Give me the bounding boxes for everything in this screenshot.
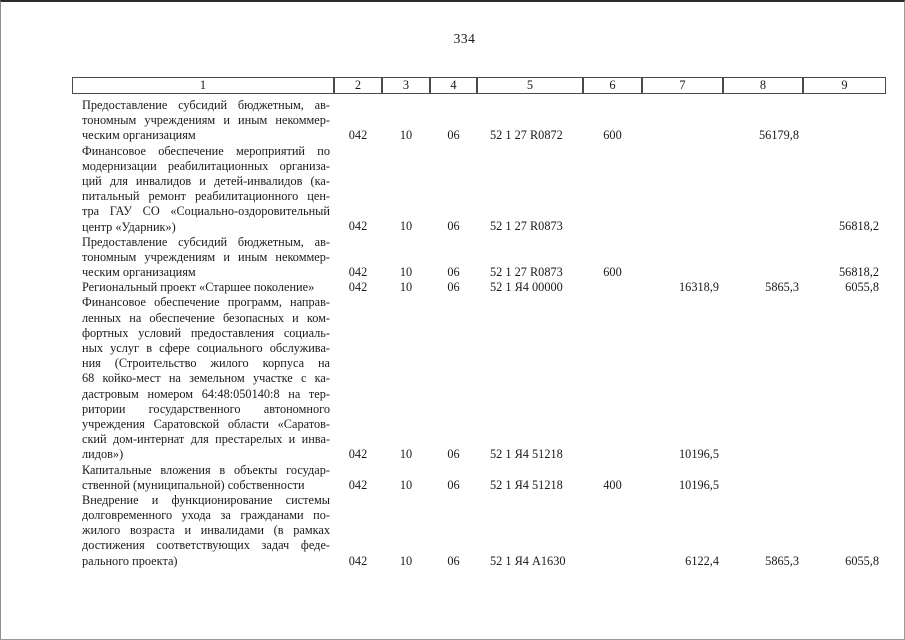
cell-amount-col9 — [803, 295, 886, 462]
cell-section-code: 10 — [399, 280, 413, 295]
cell-expense-type: 600 — [603, 265, 622, 280]
cell-amount-col7 — [642, 94, 723, 144]
cell-grbs-code: 042 — [348, 477, 368, 492]
cell-expense-type — [583, 144, 642, 235]
cell-amount-col8 — [723, 144, 803, 235]
column-header-3: 3 — [382, 77, 430, 94]
cell-expense-type — [583, 280, 642, 295]
column-header-2: 2 — [334, 77, 382, 94]
cell-amount-col9: 6055,8 — [845, 280, 879, 295]
cell-amount-col8 — [723, 463, 803, 493]
row-name-line: Финансовое обеспечение мероприятий по — [82, 143, 330, 158]
cell-grbs-code: 042 — [348, 219, 368, 234]
row-name-line: Региональный проект «Старшее поколение» — [82, 280, 315, 295]
cell-target-article: 52 1 27 R0873 — [490, 265, 563, 280]
cell-section-code: 10 — [399, 447, 413, 462]
cell-subsection-code: 06 — [447, 219, 460, 234]
cell-amount-col9: 56818,2 — [839, 265, 879, 280]
row-name-line: Капитальные вложения в объекты государ- — [82, 462, 330, 477]
cell-amount-col9: 56818,2 — [839, 219, 879, 234]
row-name-line: питальный ремонт реабилитационного цен- — [82, 189, 330, 204]
row-name-cell — [72, 94, 334, 144]
cell-amount-col8: 56179,8 — [759, 128, 799, 143]
cell-expense-type — [583, 295, 642, 462]
cell-amount-col8: 5865,3 — [765, 280, 799, 295]
row-name-cell — [72, 463, 334, 493]
cell-amount-col9 — [803, 94, 886, 144]
column-header-8: 8 — [723, 77, 803, 94]
cell-amount-col7: 10196,5 — [679, 447, 719, 462]
page-number: 334 — [453, 31, 476, 46]
column-header-1: 1 — [72, 77, 334, 94]
cell-target-article: 52 1 Я4 51218 — [490, 477, 563, 492]
budget-table — [72, 77, 886, 569]
cell-target-article: 52 1 Я4 00000 — [490, 280, 563, 295]
row-name-cell — [72, 295, 334, 462]
row-name-line: ский дом-интернат для престарелых и инва- — [82, 432, 330, 447]
table-row — [72, 94, 886, 144]
column-header-4: 4 — [430, 77, 477, 94]
cell-section-code: 10 — [399, 477, 413, 492]
row-name-line: достижения соответствующих задач феде- — [82, 538, 330, 553]
cell-expense-type — [583, 493, 642, 569]
row-name-line: ленных на обеспечение безопасных и ком- — [82, 310, 330, 325]
cell-amount-col7: 16318,9 — [679, 280, 719, 295]
column-header-5: 5 — [477, 77, 583, 94]
cell-amount-col8: 5865,3 — [765, 553, 799, 568]
cell-amount-col8 — [723, 295, 803, 462]
row-name-line: ния (Строительство жилого корпуса на — [82, 356, 330, 371]
cell-grbs-code: 042 — [348, 128, 368, 143]
row-name-line: тономным учреждениям и иным некоммер- — [82, 113, 330, 128]
row-name-line: дастровым номером 64:48:050140:8 на тер- — [82, 386, 330, 401]
row-name-line: ных услуг в сфере социального обслужива- — [82, 341, 330, 356]
row-name-line: лидов») — [82, 447, 124, 462]
row-name-line: тономным учреждениям и иным некоммер- — [82, 249, 330, 264]
row-name-line: центр «Ударник») — [82, 219, 176, 234]
row-name-cell — [72, 493, 334, 569]
row-name-line: Предоставление субсидий бюджетным, ав- — [82, 98, 330, 112]
row-name-line: тра ГАУ СО «Социально-оздоровительный — [82, 204, 330, 219]
cell-subsection-code: 06 — [447, 553, 460, 568]
cell-section-code: 10 — [399, 219, 413, 234]
cell-amount-col7: 6122,4 — [685, 553, 719, 568]
column-header-9: 9 — [803, 77, 886, 94]
column-header-6: 6 — [583, 77, 642, 94]
row-name-line: Финансовое обеспечение программ, направ- — [82, 295, 330, 310]
table-row — [72, 493, 886, 569]
cell-target-article: 52 1 Я4 51218 — [490, 447, 563, 462]
cell-subsection-code: 06 — [447, 265, 460, 280]
cell-grbs-code: 042 — [348, 265, 368, 280]
row-name-line: учреждения Саратовской области «Саратов- — [82, 416, 330, 431]
cell-amount-col8 — [723, 235, 803, 281]
row-name-cell — [72, 144, 334, 235]
row-name-line: долговременного ухода за гражданами по- — [82, 508, 330, 523]
row-name-line: 68 койко-мест на земельном участке с ка- — [82, 371, 330, 386]
cell-amount-col7 — [642, 144, 723, 235]
row-name-line: жилого возраста и инвалидами (в рамках — [82, 523, 330, 538]
cell-section-code: 10 — [399, 265, 413, 280]
row-name-line: Внедрение и функционирование системы — [82, 492, 330, 507]
row-name-line: ственной (муниципальной) собственности — [82, 477, 305, 492]
cell-amount-col9: 6055,8 — [845, 553, 879, 568]
table-row — [72, 280, 886, 295]
row-name-line: Предоставление субсидий бюджетным, ав- — [82, 234, 330, 249]
table-body — [72, 94, 886, 569]
row-name-line: ческим организациям — [82, 265, 196, 280]
cell-subsection-code: 06 — [447, 447, 460, 462]
row-name-line: ритории государственного автономного — [82, 401, 330, 416]
cell-grbs-code: 042 — [348, 553, 368, 568]
cell-expense-type: 400 — [603, 477, 622, 492]
cell-amount-col7: 10196,5 — [679, 477, 719, 492]
row-name-line: модернизации реабилитационных организа- — [82, 158, 330, 173]
column-header-7: 7 — [642, 77, 723, 94]
cell-subsection-code: 06 — [447, 280, 460, 295]
row-name-cell — [72, 280, 334, 295]
table-row — [72, 295, 886, 462]
row-name-line: фортных условий предоставления социаль- — [82, 325, 330, 340]
cell-subsection-code: 06 — [447, 128, 460, 143]
table-row — [72, 235, 886, 281]
row-name-cell — [72, 235, 334, 281]
cell-target-article: 52 1 27 R0873 — [490, 219, 563, 234]
cell-target-article: 52 1 27 R0872 — [490, 128, 563, 143]
table-row — [72, 463, 886, 493]
row-name-line: рального проекта) — [82, 553, 178, 568]
cell-expense-type: 600 — [603, 128, 622, 143]
row-name-line: ческим организациям — [82, 128, 196, 143]
cell-section-code: 10 — [399, 553, 413, 568]
table-header-row — [72, 77, 886, 94]
cell-subsection-code: 06 — [447, 477, 460, 492]
cell-amount-col9 — [803, 463, 886, 493]
row-name-line: ций для инвалидов и детей-инвалидов (ка- — [82, 173, 330, 188]
cell-grbs-code: 042 — [348, 280, 368, 295]
cell-grbs-code: 042 — [348, 447, 368, 462]
cell-target-article: 52 1 Я4 А1630 — [490, 553, 566, 568]
cell-section-code: 10 — [399, 128, 413, 143]
table-row — [72, 144, 886, 235]
cell-amount-col7 — [642, 235, 723, 281]
